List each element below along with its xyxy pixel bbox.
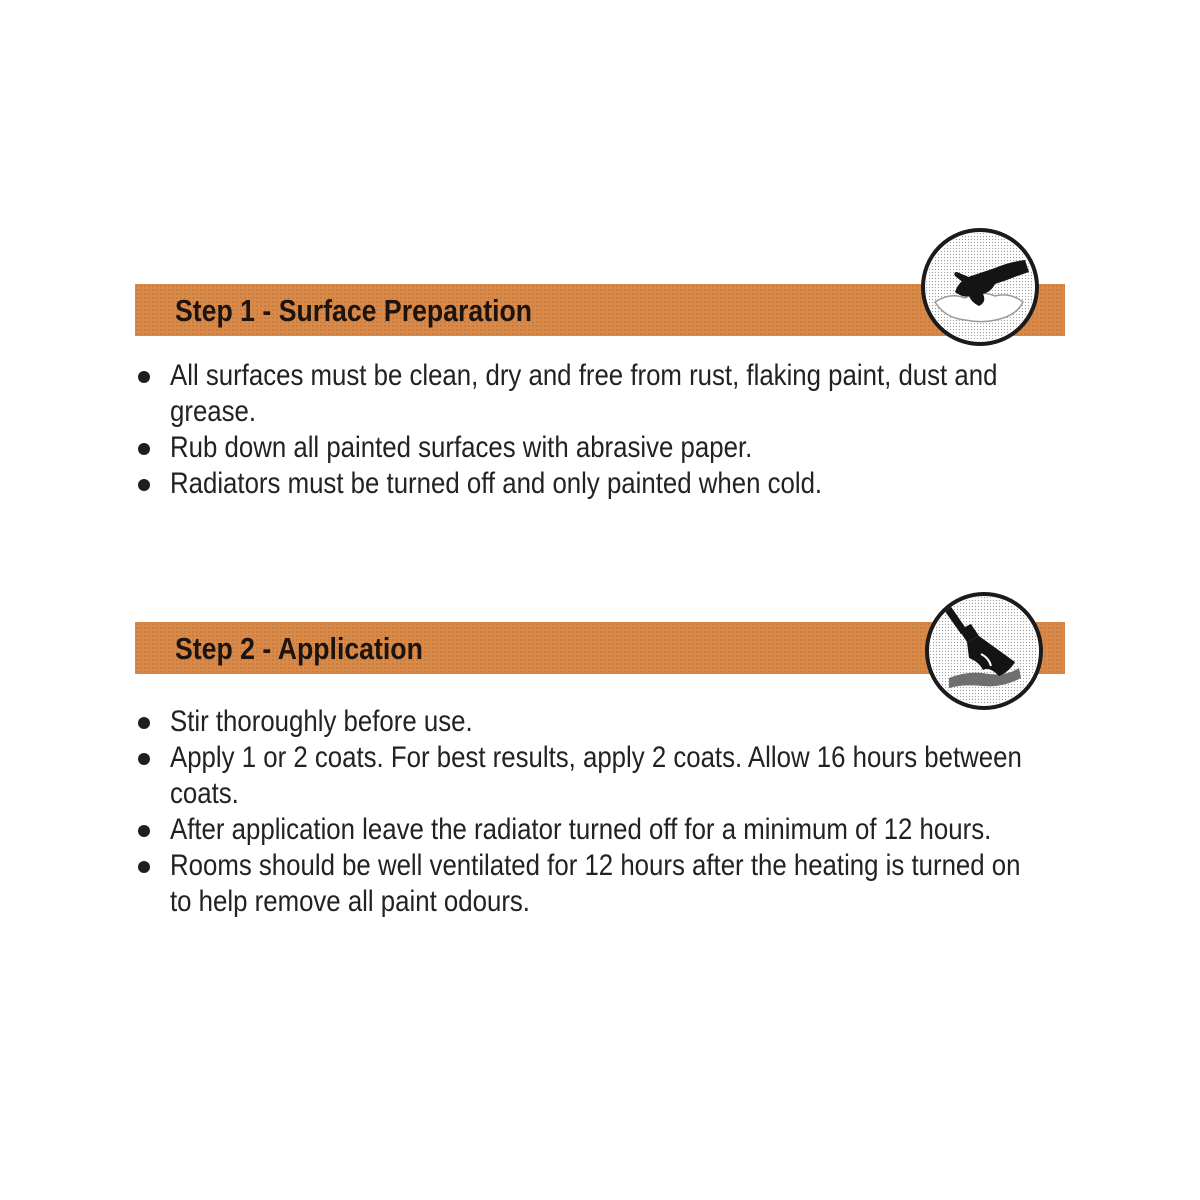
bullet-dot-icon [138,443,150,455]
bullet-text: Radiators must be turned off and only painted when cold. [170,467,823,500]
list-item [0,740,1070,812]
list-item [0,704,1070,740]
step-2-bullet-list [0,704,1070,920]
list-item [0,812,1070,848]
bullet-text: Rub down all painted surfaces with abrasive paper. [170,431,753,464]
step-2-title: Step 2 - Application [175,631,423,666]
bullet-dot-icon [138,753,150,765]
list-item [0,430,1070,466]
bullet-text: Apply 1 or 2 coats. For best results, apply 2 coats. Allow 16 hours between coats. [170,741,1022,810]
bullet-text: After application leave the radiator turned off for a minimum of 12 hours. [170,813,992,846]
list-item [0,466,1070,502]
bullet-dot-icon [138,861,150,873]
step-1-title: Step 1 - Surface Preparation [175,293,533,328]
bullet-dot-icon [138,825,150,837]
paintbrush-icon [925,592,1043,710]
bullet-dot-icon [138,479,150,491]
bullet-text: Rooms should be well ventilated for 12 hours after the heating is turned on to help remove all paint odours. [170,849,1021,918]
bullet-text: Stir thoroughly before use. [170,705,473,738]
hand-wiping-cloth-icon [921,228,1039,346]
step-1-bullet-list [0,358,1070,502]
list-item [0,848,1070,920]
bullet-dot-icon [138,717,150,729]
bullet-dot-icon [138,371,150,383]
list-item [0,358,1070,430]
bullet-text: All surfaces must be clean, dry and free from rust, flaking paint, dust and grease. [170,359,998,428]
